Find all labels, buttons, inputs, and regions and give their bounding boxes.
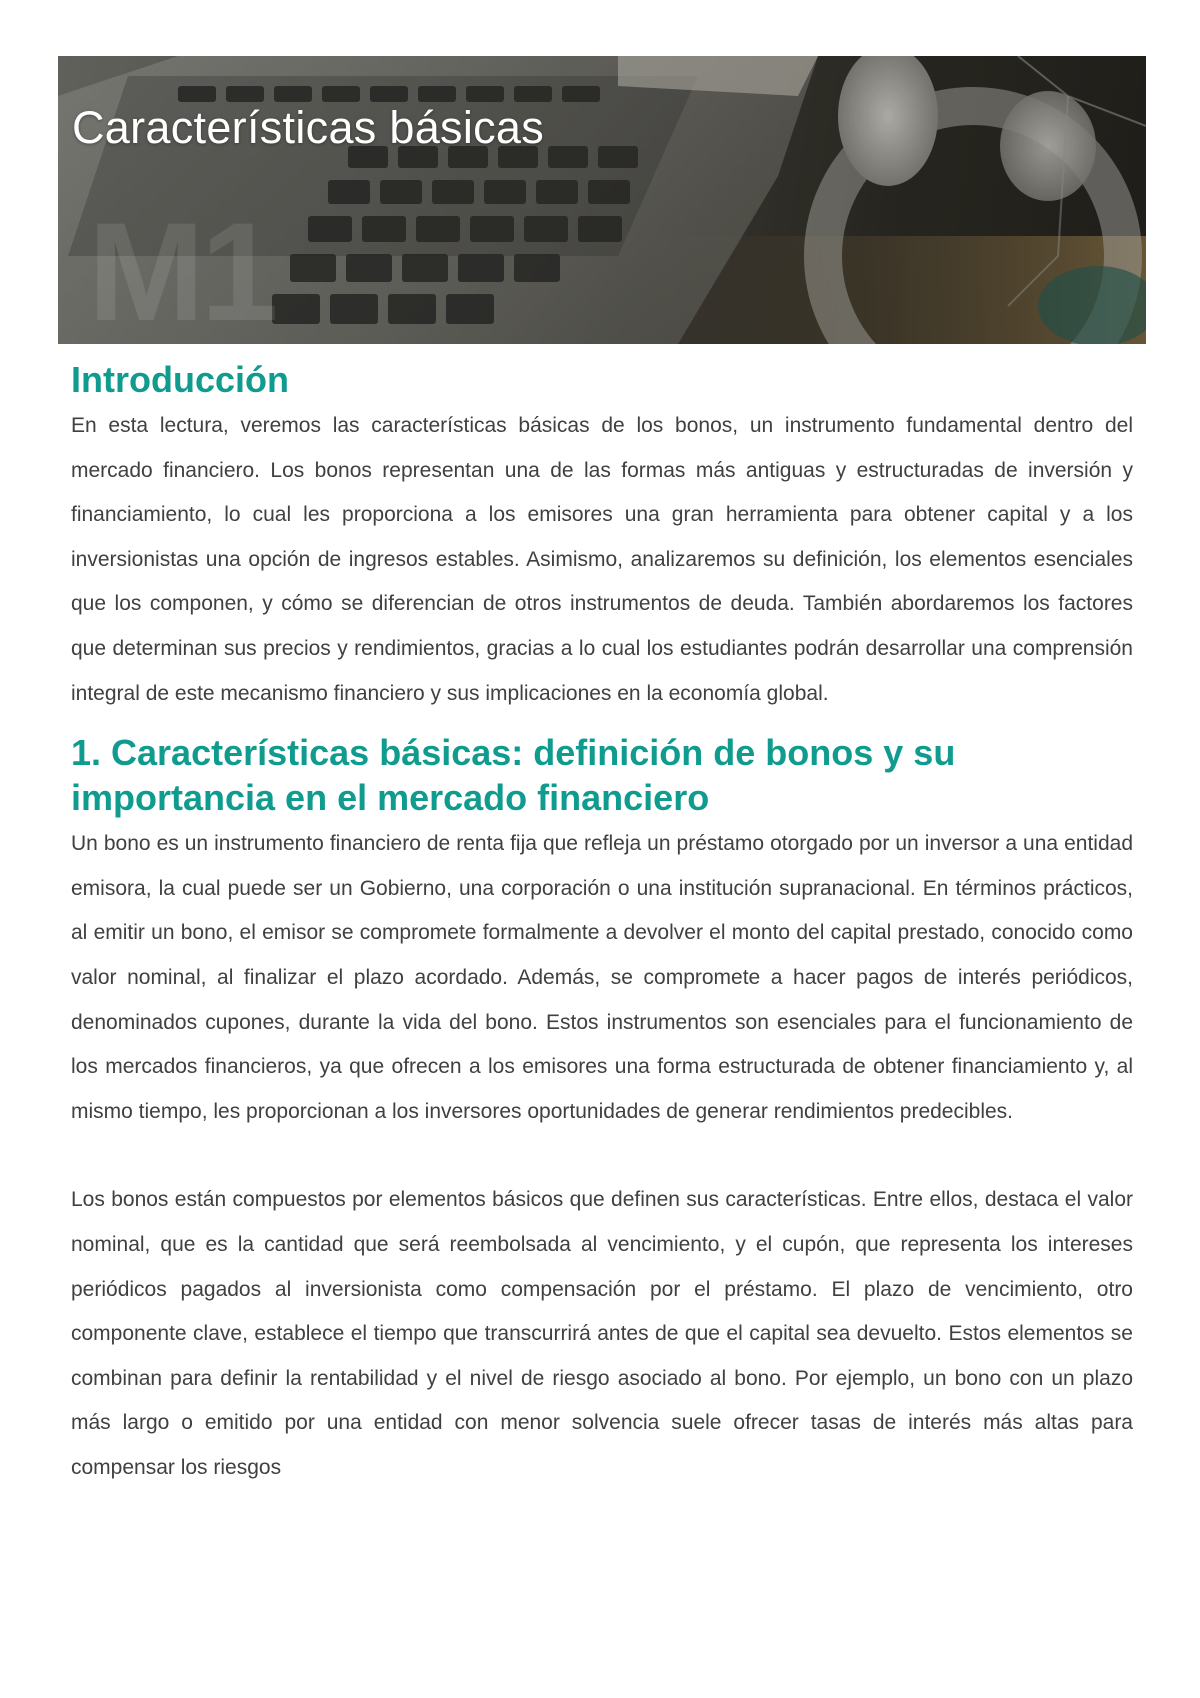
section-1-paragraph-2: Los bonos están compuestos por elementos básicos que definen sus características. Entre ellos, destaca el valor nominal, que es la cantidad que será reembolsada al vencimiento, y el cupón, que representa los intereses periódicos pagados al inversionista como compensación por el préstamo. El plazo de vencimiento, otro componente clave, establece el tiempo que transcurrirá antes de que el capital sea devuelto. Estos elementos se combinan para definir la rentabilidad y el nivel de riesgo asociado al bono. Por ejemplo, un bono con un plazo más largo o emitido por una entidad con menor solvencia suele ofrecer tasas de interés más altas para compensar los riesgos xyxy=(71,1188,1133,1479)
section-1-heading: 1. Características básicas: definición de bonos y su importancia en el mercado financiero xyxy=(71,732,956,819)
header-banner xyxy=(58,56,1146,344)
section-1-paragraph-1: Un bono es un instrumento financiero de renta fija que refleja un préstamo otorgado por un inversor a una entidad emisora, la cual puede ser un Gobierno, una corporación o una institución supranacional. En términos prácticos, al emitir un bono, el emisor se compromete formalmente a devolver el monto del capital prestado, conocido como valor nominal, al finalizar el plazo acordado. Además, se compromete a hacer pagos de interés periódicos, denominados cupones, durante la vida del bono. Estos instrumentos son esenciales para el funcionamiento de los mercados financieros, ya que ofrecen a los emisores una forma estructurada de obtener financiamiento y, al mismo tiempo, les proporcionan a los inversores oportunidades de generar rendimientos predecibles. xyxy=(71,832,1133,1123)
document-body xyxy=(71,356,1133,1490)
module-watermark: M1 xyxy=(88,193,275,344)
intro-heading: Introducción xyxy=(71,359,289,400)
page-title: Características básicas xyxy=(72,102,545,153)
intro-paragraph: En esta lectura, veremos las características básicas de los bonos, un instrumento fundamental dentro del mercado financiero. Los bonos representan una de las formas más antiguas y estructuradas de inversión y financiamiento, lo cual les proporciona a los emisores una gran herramienta para obtener capital y a los inversionistas una opción de ingresos estables. Asimismo, analizaremos su definición, los elementos esenciales que los componen, y cómo se diferencian de otros instrumentos de deuda. También abordaremos los factores que determinan sus precios y rendimientos, gracias a lo cual los estudiantes podrán desarrollar una comprensión integral de este mecanismo financiero y sus implicaciones en la economía global. xyxy=(71,414,1133,705)
